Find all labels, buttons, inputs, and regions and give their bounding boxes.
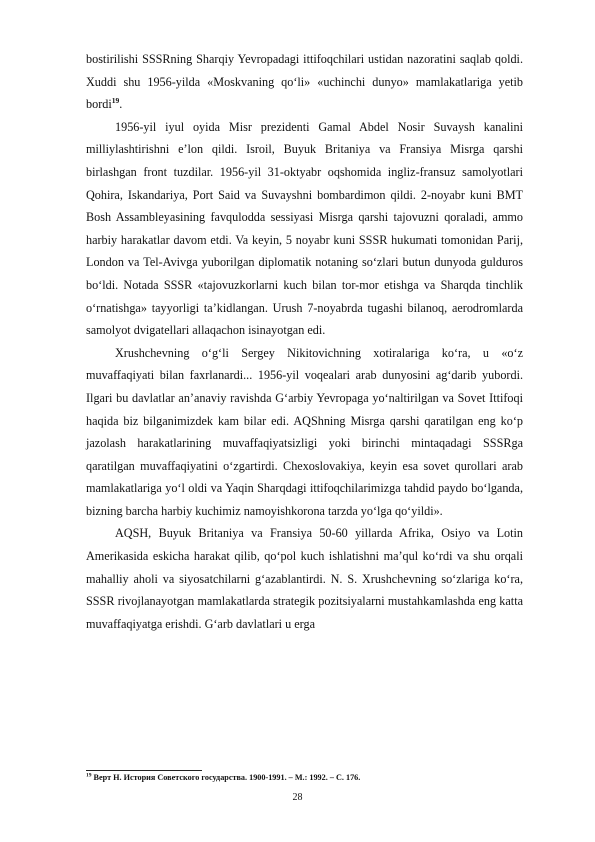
page-number: 28 bbox=[292, 792, 303, 803]
footnote-reference: 19 bbox=[111, 96, 120, 106]
paragraph: AQSH, Buyuk Britaniya va Fransiya 50-60 yillarda Afrika, Osiyo va Lotin Amerikasida eskicha harakat qilib, qo‘pol kuch ishlatishni ma’qul ko‘rdi va shu orqali mahalliy aholi va siyosatchilarni g‘azablantirdi. N. S. Xrushchevning so‘zlariga ko‘ra, SSSR rivojlanayotgan mamlakatlarda strategik pozitsiyalarni mustahkamlashda eng katta muvaffaqiyatga erishdi. G‘arb davlatlari u erga bbox=[86, 526, 523, 631]
paragraph: 1956-yil iyul oyida Misr prezidenti Gamal Abdel Nosir Suvaysh kanalini milliylashtirishni e’lon qildi. Isroil, Buyuk Britaniya va Fransiya Misrga qarshi birlashgan front tuzdilar. 1956-yil 31-oktyabr oqshomida ingliz-fransuz samolyotlari Qohira, Iskandariya, Port Said va Suvayshni bombardimon qildi. 2-noyabr kuni BMT Bosh Assambleyasining favqulodda sessiyasi Misrga qarshi tajovuzni qoraladi, ammo harbiy harakatlar davom etdi. Va keyin, 5 noyabr kuni SSSR hukumati tomonidan Parij, London va Tel-Avivga yuborilgan diplomatik notaning so‘zlari butun dunyoda gulduros bo‘ldi. Notada SSSR «tajovuzkorlarni kuch bilan tor-mor etishga va Sharqda tinchlik o‘rnatishga» tayyorligi ta’kidlangan. Urush 7-noyabrda tugashi bilanoq, aerodromlarda samolyot dvigatellari allaqachon isinayotgan edi. bbox=[86, 119, 523, 338]
paragraph-text: bostirilishi SSSRning Sharqiy Yevropadagi ittifoqchilari ustidan nazoratini saqlab qoldi. Xuddi shu 1956-yilda «Moskvaning qo‘li» «uchinchi dunyo» mamlakatlariga yetib bordi bbox=[86, 52, 523, 112]
paragraph: Xrushchevning o‘g‘li Sergey Nikitovichning xotiralariga ko‘ra, u «o‘z muvaffaqiyati bilan faxrlanardi... 1956-yil voqealari arab dunyosini ag‘darib yubordi. Ilgari bu davlatlar an’anaviy ravishda G‘arbiy Yevropaga yo‘naltirilgan va Sovet Ittifoqi haqida biz bilganimizdek kam bilar edi. AQShning Misrga qarshi qaratilgan eng ko‘p jazolash harakatlarining muvaffaqiyatsizligi yoki birinchi mintaqadagi SSSRga qaratilgan muvaffaqiyatini o‘zgartirdi. Chexoslovakiya, keyin esa sovet qurollari arab mamlakatlariga yo‘l oldi va Yaqin Sharqdagi ittifoqchilarimizga tahdid paydo bo‘lganda, bizning barcha harbiy kuchimiz namoyishkorona tarzda yo‘lga qo‘yildi». bbox=[86, 345, 523, 518]
footnote-divider bbox=[86, 770, 202, 771]
footnote-text: Верт Н. История Советского государства. 1900-1991. – М.: 1992. – С. 176. bbox=[93, 773, 361, 782]
paragraph-tail: . bbox=[119, 97, 123, 112]
footnote-number: 19 bbox=[86, 772, 92, 779]
footnote bbox=[86, 772, 523, 783]
body-text bbox=[86, 48, 523, 635]
paragraph bbox=[86, 48, 523, 116]
